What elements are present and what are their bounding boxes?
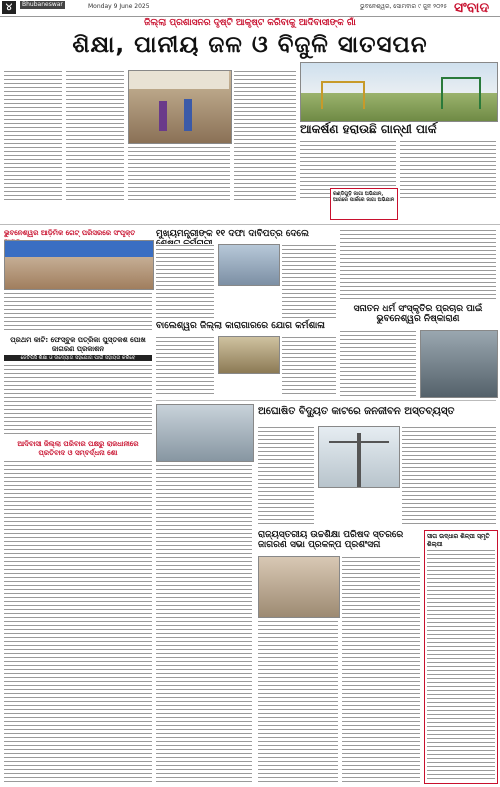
park-photo <box>300 62 498 122</box>
middle-story-2-col-1 <box>156 336 214 396</box>
top-story-photo <box>128 70 232 144</box>
left-story-1-photo <box>4 240 154 290</box>
masthead <box>0 0 500 17</box>
park-box-title: ରଣ୍ଡିଗୁଡ଼ି ଜାଗା ଅଭିଯାନ, ଆଗରେ ପାର୍କରେ ଜାଗା ଅଭିଯାନ <box>333 191 395 203</box>
middle-story-5-headline: ରାଜ୍ୟସ୍ତରୀୟ ଉଚ୍ଚଶିକ୍ଷା ପରିଷଦ ସ୍ତରରେ ଜାଗରଣ ସଭା ପ୍ରକଳ୍ପ ପ୍ରଶଂସନା <box>258 530 404 550</box>
city-tag: Bhubaneswar <box>22 1 63 8</box>
top-story-kicker: ଜିଲ୍ଲା ପ୍ରଶାସନର ଦୃଷ୍ଟି ଆକୃଷ୍ଟ କରିବାକୁ ଆଦିବାସୀଙ୍କ ଗାଁ <box>144 18 356 28</box>
right-story-a-body <box>340 229 496 301</box>
power-story-col-1 <box>258 426 314 526</box>
middle-story-2-photo <box>218 336 280 374</box>
page-number: ୪ <box>2 1 16 14</box>
left-story-3-headline: ଆଦିବାସୀ ଜିଲ୍ଲା ପରିବାର ପକ୍ଷରୁ ରାଜଧାନୀରେ ପ୍ରତିବାଦ ଓ ସମ୍ବର୍ଦ୍ଧନା ଶୋ <box>17 440 139 457</box>
middle-story-1-photo <box>218 244 280 286</box>
seminar-col-2 <box>342 556 420 782</box>
middle-story-2-headline: ବାଲେଶ୍ୱର ଜିଲ୍ଲା କାରାଗାରରେ ଯୋଗ କର୍ମଶାଳା <box>156 321 325 331</box>
left-story-2-subhead: ଜେଟିପିସି ଶିକ୍ଷା ଓ ଉଦ୍ୟୋଗ ସହଯୋଗ ପାଇଁ ସହାୟତା କରିବେ <box>4 355 152 361</box>
middle-story-3-headline: ସନାତନ ଧର୍ମ ସଂସ୍କୃତିର ପ୍ରଚାର ପାଇଁ ଭୁବନେଶ୍ୱର ନିଷ୍କାରାଣ <box>353 304 483 324</box>
top-story-col-3 <box>234 70 296 200</box>
middle-story-3-col <box>340 330 416 396</box>
park-boxout <box>330 188 398 220</box>
top-story-photo-caption <box>128 146 230 200</box>
brand-logo: ସଂବାଦ <box>454 0 490 16</box>
date-left: Monday 9 June 2025 <box>88 3 150 10</box>
middle-story-4-headline: ଅଘୋଷିତ ବିଦ୍ୟୁତ କାଟରେ ଜନଜୀବନ ଅସ୍ତବ୍ୟସ୍ତ <box>258 406 455 417</box>
left-story-1-body <box>4 292 152 332</box>
power-story-col-2 <box>402 426 496 526</box>
park-col-2 <box>400 140 496 200</box>
divider-2 <box>156 400 496 401</box>
top-story-headline: ଶିକ୍ଷା, ପାନୀୟ ଜଳ ଓ ବିଜୁଳି ସାତସପନ <box>72 32 428 58</box>
small-box-body <box>427 549 495 779</box>
middle-story-1-col-1 <box>156 244 214 318</box>
top-story-col-1 <box>4 70 62 200</box>
lower-left-photo <box>156 404 254 462</box>
middle-story-1-col-2 <box>282 244 336 318</box>
top-story-col-2 <box>66 70 124 200</box>
small-box-headline: ସୀତା ଉଦ୍ଧାର ଶିଳ୍ପୀ ସ୍ମୃତି ଶିଲ୍ପୀ <box>427 533 490 548</box>
power-pole-photo <box>318 426 400 488</box>
middle-story-3-photo <box>420 330 498 398</box>
middle-story-1-headline: ମୁଖ୍ୟମନ୍ତ୍ରୀଙ୍କ ୧୧ ଦଫା ଦାବିପତ୍ର ଦେଲେ <box>156 229 309 239</box>
date-right: ଭୁବନେଶ୍ୱର, ସୋମବାର ୯ ଜୁନ ୨୦୨୫ <box>360 3 448 10</box>
seminar-col-1 <box>258 620 338 782</box>
left-story-2-headline: ପ୍ରଥମ କାଟି: ଫେସ୍‌ବୁକ ପତ୍ରିକା ପୁସ୍ତକଶ ପୋଖ ଜାଗରଣ ପ୍ରକାଶନ <box>10 336 146 353</box>
middle-story-2-col-2 <box>282 336 336 396</box>
left-story-3-body <box>4 460 152 782</box>
left-story-1-headline: ଭୁବନେଶ୍ୱର ଆଡ଼ିମିକ ଗେଟ୍ ପରିସରରେ ସଂପୃକ୍ତ <box>4 229 136 237</box>
small-box <box>424 530 498 784</box>
left-story-2-body <box>4 364 152 436</box>
lower-col-1 <box>156 464 252 782</box>
park-headline: ଆକର୍ଷଣ ହରାଉଛି ଗାନ୍ଧୀ ପାର୍କ <box>300 122 437 136</box>
seminar-photo <box>258 556 340 618</box>
divider <box>0 224 500 225</box>
